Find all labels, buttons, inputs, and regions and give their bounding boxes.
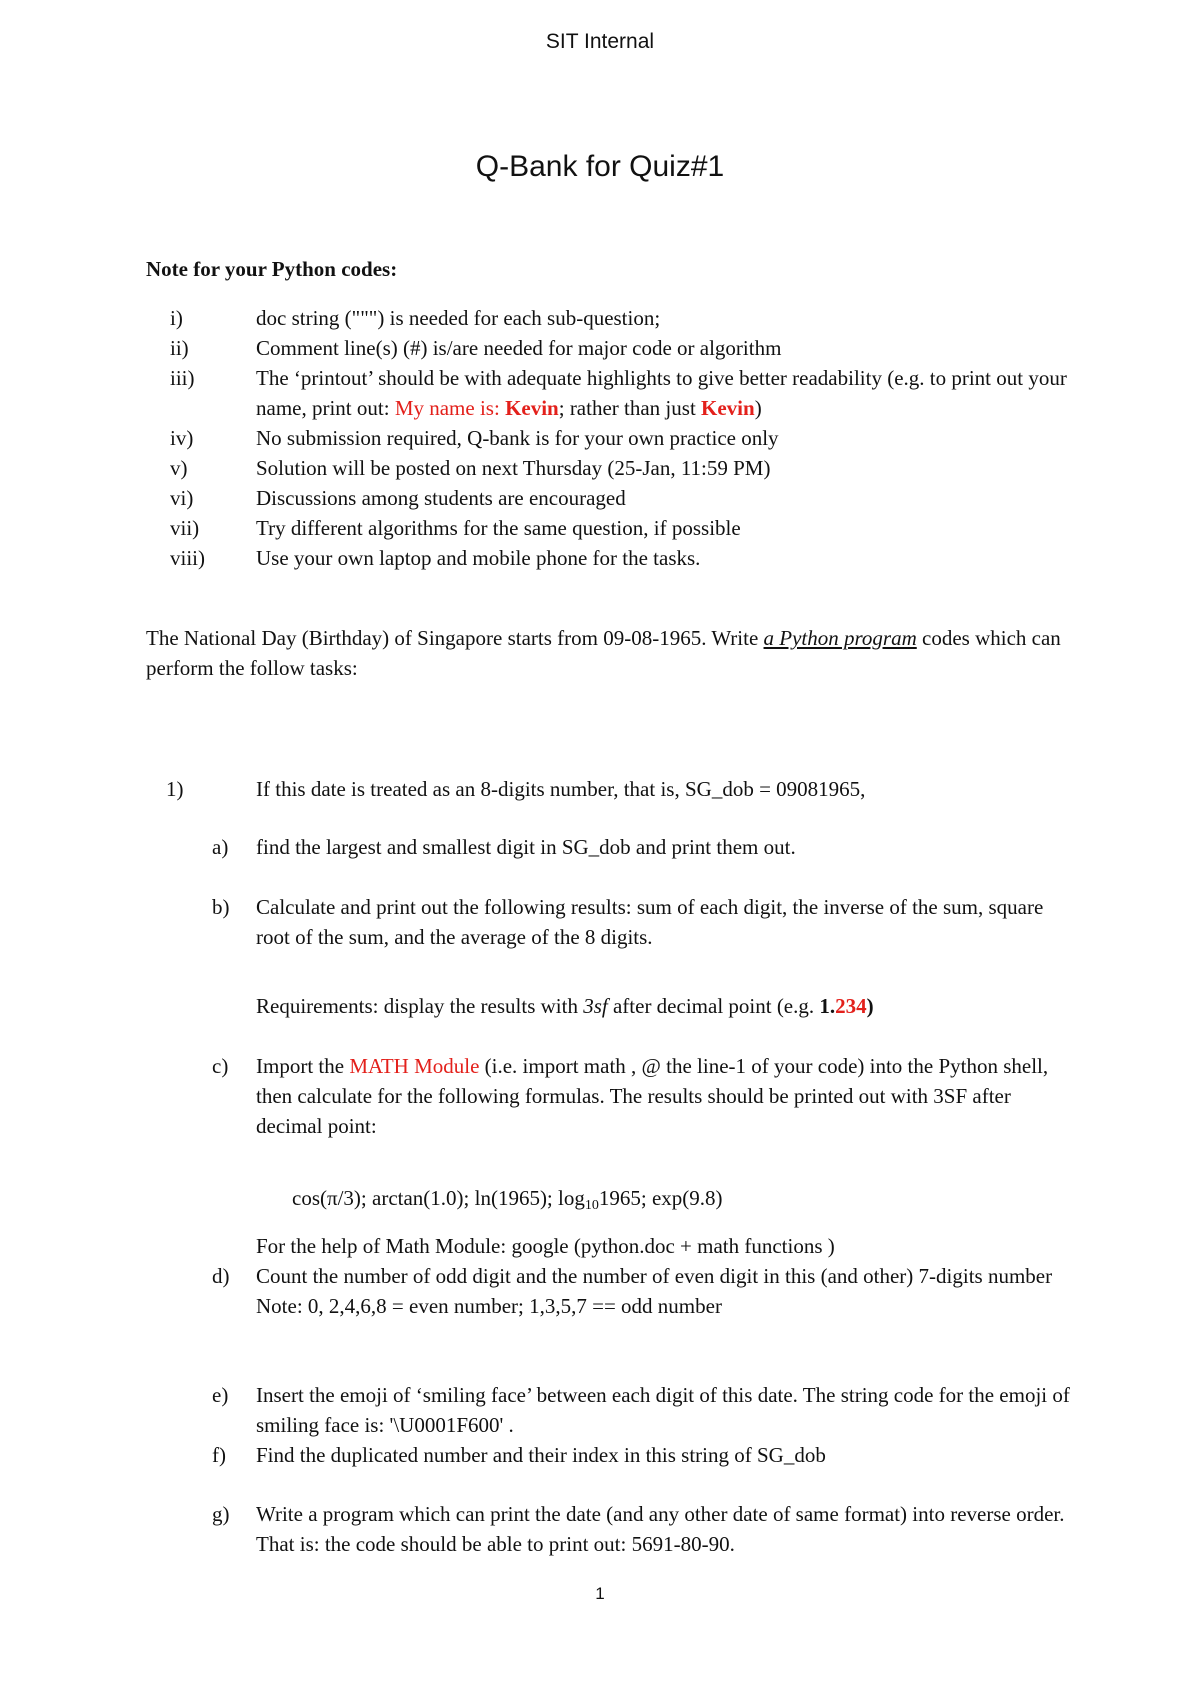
- note-text-part: ; rather than just: [558, 396, 702, 420]
- req-text: ): [866, 994, 874, 1018]
- note-number: viii): [170, 546, 205, 570]
- note-text: Discussions among students are encouraged: [256, 486, 626, 510]
- part-text: [256, 1051, 1082, 1141]
- page-title: Q-Bank for Quiz#1: [475, 150, 725, 183]
- part-label: a): [212, 835, 229, 859]
- req-text: Requirements: display the results with: [256, 994, 584, 1018]
- note-item: [170, 453, 1070, 483]
- part-label: f): [212, 1443, 226, 1467]
- note-text: Try different algorithms for the same question, if possible: [256, 516, 741, 540]
- page-header: SIT Internal: [545, 30, 655, 53]
- req-emphasis: 3sf: [583, 994, 608, 1018]
- note-heading: Note for your Python codes:: [146, 257, 398, 281]
- part-text: Find the duplicated number and their index in this string of SG_dob: [256, 1443, 826, 1467]
- page-number: 1: [595, 1584, 605, 1603]
- part-text: Write a program which can print the date (and any other date of same format) into reverse order. That is: the code should be able to print out: 5691-80-90.: [256, 1502, 1065, 1556]
- intro-emphasis: a Python program: [763, 626, 917, 650]
- part-a: [212, 832, 1082, 862]
- part-text-segment: (i.e. import math , @ the line-1 of your code) into the Python shell, then calculate for the following formulas. The results should be printed out with 3SF after decimal point:: [256, 1054, 1049, 1138]
- note-text: Solution will be posted on next Thursday (25-Jan, 11:59 PM): [256, 456, 771, 480]
- intro-paragraph: [146, 623, 1076, 683]
- math-help-line: For the help of Math Module: google (python.doc + math functions ): [256, 1234, 835, 1258]
- note-text: [256, 363, 1070, 423]
- part-b-requirements: [256, 991, 1076, 1021]
- part-d: [212, 1261, 1082, 1321]
- note-number: ii): [170, 336, 189, 360]
- part-label: c): [212, 1054, 229, 1078]
- part-text-segment: Import the: [256, 1054, 350, 1078]
- note-number: iv): [170, 426, 194, 450]
- note-number: v): [170, 456, 188, 480]
- part-label: e): [212, 1383, 229, 1407]
- part-note: Note: 0, 2,4,6,8 = even number; 1,3,5,7 == odd number: [256, 1294, 722, 1318]
- example-value-int: 1.: [819, 994, 836, 1018]
- part-text: [256, 1261, 1082, 1321]
- example-value-decimals: 234: [835, 994, 867, 1018]
- example-name: Kevin: [505, 396, 559, 420]
- intro-text: The National Day (Birthday) of Singapore starts from 09-08-1965. Write: [146, 626, 764, 650]
- part-text: find the largest and smallest digit in SG_dob and print them out.: [256, 835, 796, 859]
- note-item: [170, 483, 1070, 513]
- note-text: No submission required, Q-bank is for your own practice only: [256, 426, 779, 450]
- question-text: If this date is treated as an 8-digits number, that is, SG_dob = 09081965,: [256, 777, 866, 801]
- math-module-highlight: MATH Module: [349, 1054, 480, 1078]
- part-text-segment: Count the number of odd digit and the number of even digit in this (and other) 7-digits number: [256, 1264, 1053, 1288]
- note-text-part: ): [754, 396, 762, 420]
- note-text: Comment line(s) (#) is/are needed for major code or algorithm: [256, 336, 782, 360]
- notes-list: [170, 303, 1070, 573]
- req-text: after decimal point (e.g.: [607, 994, 820, 1018]
- example-name-plain: Kevin: [701, 396, 755, 420]
- note-item: [170, 363, 1070, 423]
- part-f: [212, 1440, 1082, 1470]
- part-label: b): [212, 895, 230, 919]
- part-label: g): [212, 1502, 230, 1526]
- note-item: [170, 543, 1070, 573]
- part-text: Calculate and print out the following results: sum of each digit, the inverse of the sum, square root of the sum, and the average of the 8 digits.: [256, 895, 1044, 949]
- formula-text: 1965; exp(9.8): [598, 1186, 723, 1210]
- question-1: [166, 777, 1066, 802]
- note-text: doc string (""") is needed for each sub-question;: [256, 306, 661, 330]
- note-text: Use your own laptop and mobile phone for the tasks.: [256, 546, 701, 570]
- note-number: vii): [170, 516, 200, 540]
- formula-subscript: 10: [584, 1198, 599, 1213]
- part-b: [212, 892, 1082, 952]
- note-item: [170, 423, 1070, 453]
- intro-text: codes which can perform the follow tasks:: [146, 626, 1061, 680]
- part-c: [212, 1051, 1082, 1141]
- example-label: My name is:: [394, 396, 506, 420]
- part-e: [212, 1380, 1082, 1440]
- part-g: [212, 1499, 1082, 1559]
- formula-text: cos(π/3); arctan(1.0); ln(1965); log: [292, 1186, 585, 1210]
- note-item: [170, 513, 1070, 543]
- part-label: d): [212, 1264, 230, 1288]
- note-number: i): [170, 306, 183, 330]
- note-number: iii): [170, 366, 195, 390]
- formula-list: [292, 1186, 723, 1214]
- note-number: vi): [170, 486, 194, 510]
- note-text-part: The ‘printout’ should be with adequate highlights to give better readability (e.g. to print out your name, print out:: [256, 366, 1067, 420]
- part-text: Insert the emoji of ‘smiling face’ between each digit of this date. The string code for the emoji of smiling face is: '\U0001F600' .: [256, 1383, 1070, 1437]
- note-item: [170, 333, 1070, 363]
- note-item: [170, 303, 1070, 333]
- question-number: 1): [166, 777, 184, 801]
